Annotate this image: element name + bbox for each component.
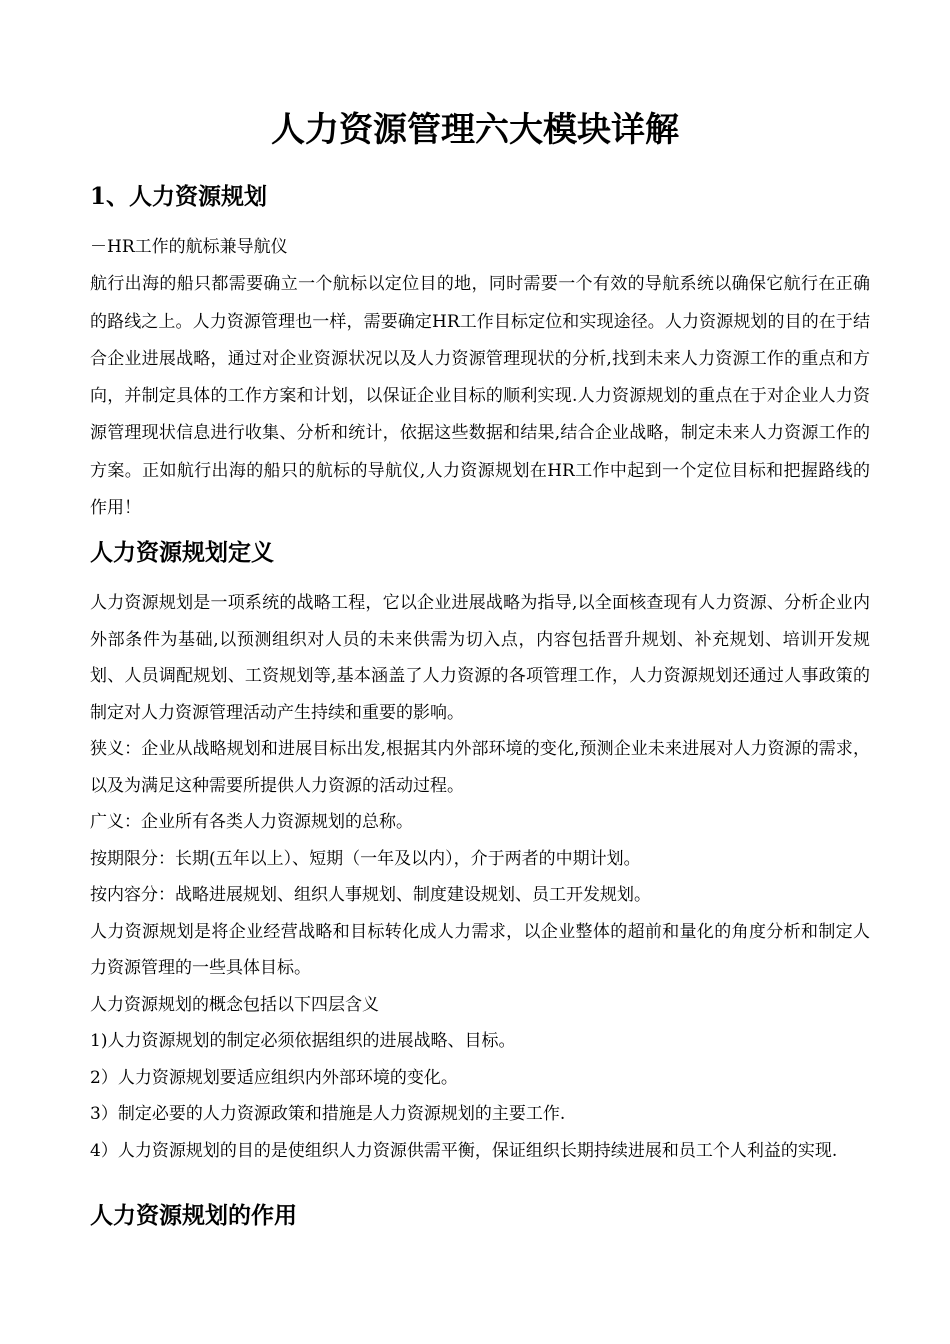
section-subtitle: －HR工作的航标兼导航仪 [90, 237, 288, 257]
section-heading-definition: 人力资源规划定义 [90, 539, 274, 566]
section-body-definition [90, 585, 870, 1169]
paragraph-broad-definition: 广义：企业所有各类人力资源规划的总称。 [90, 812, 413, 832]
section-heading-hr-planning: 1、人力资源规划 [90, 183, 268, 210]
paragraph: 航行出海的船只都需要确立一个航标以定位目的地，同时需要一个有效的导航系统以确保它航行在正确的路线之上。人力资源管理也一样，需要确定HR工作目标定位和实现途径。人力资源规划的目的在于结合企业进展战略，通过对企业资源状况以及人力资源管理现状的分析,找到未来人力资源工作的重点和方向，并制定具体的工作方案和计划，以保证企业目标的顺利实现.人力资源规划的重点在于对企业人力资源管理现状信息进行收集、分析和统计，依据这些数据和结果,结合企业战略，制定未来人力资源工作的方案。正如航行出海的船只的航标的导航仪,人力资源规划在HR工作中起到一个定位目标和把握路线的作用！ [90, 274, 870, 519]
document-title: 人力资源管理六大模块详解 [271, 110, 679, 150]
section-body-hr-planning [90, 229, 870, 527]
paragraph-by-content: 按内容分：战略进展规划、组织人事规划、制度建设规划、员工开发规划。 [90, 885, 651, 905]
paragraph-narrow-definition: 狭义：企业从战略规划和进展目标出发,根据其内外部环境的变化,预测企业未来进展对人力资源的需求，以及为满足这种需要所提供人力资源的活动过程。 [90, 739, 870, 796]
list-item: 1)人力资源规划的制定必须依据组织的进展战略、目标。 [90, 1031, 516, 1051]
paragraph-by-term: 按期限分：长期(五年以上）、短期（一年及以内），介于两者的中期计划。 [90, 848, 641, 869]
paragraph-list-intro: 人力资源规划的概念包括以下四层含义 [90, 994, 379, 1015]
list-item: 4）人力资源规划的目的是使组织人力资源供需平衡，保证组织长期持续进展和员工个人利益的实现. [90, 1140, 838, 1161]
paragraph: 人力资源规划是将企业经营战略和目标转化成人力需求，以企业整体的超前和量化的角度分析和制定人力资源管理的一些具体目标。 [90, 921, 870, 978]
list-item: 3）制定必要的人力资源政策和措施是人力资源规划的主要工作. [90, 1104, 566, 1124]
paragraph: 人力资源规划是一项系统的战略工程，它以企业进展战略为指导,以全面核查现有人力资源、分析企业内外部条件为基础,以预测组织对人员的未来供需为切入点，内容包括晋升规划、补充规划、培训开发规划、人员调配规划、工资规划等,基本涵盖了人力资源的各项管理工作，人力资源规划还通过人事政策的制定对人力资源管理活动产生持续和重要的影响。 [90, 593, 870, 723]
list-item: 2）人力资源规划要适应组织内外部环境的变化。 [90, 1067, 458, 1088]
section-heading-role: 人力资源规划的作用 [90, 1202, 297, 1229]
